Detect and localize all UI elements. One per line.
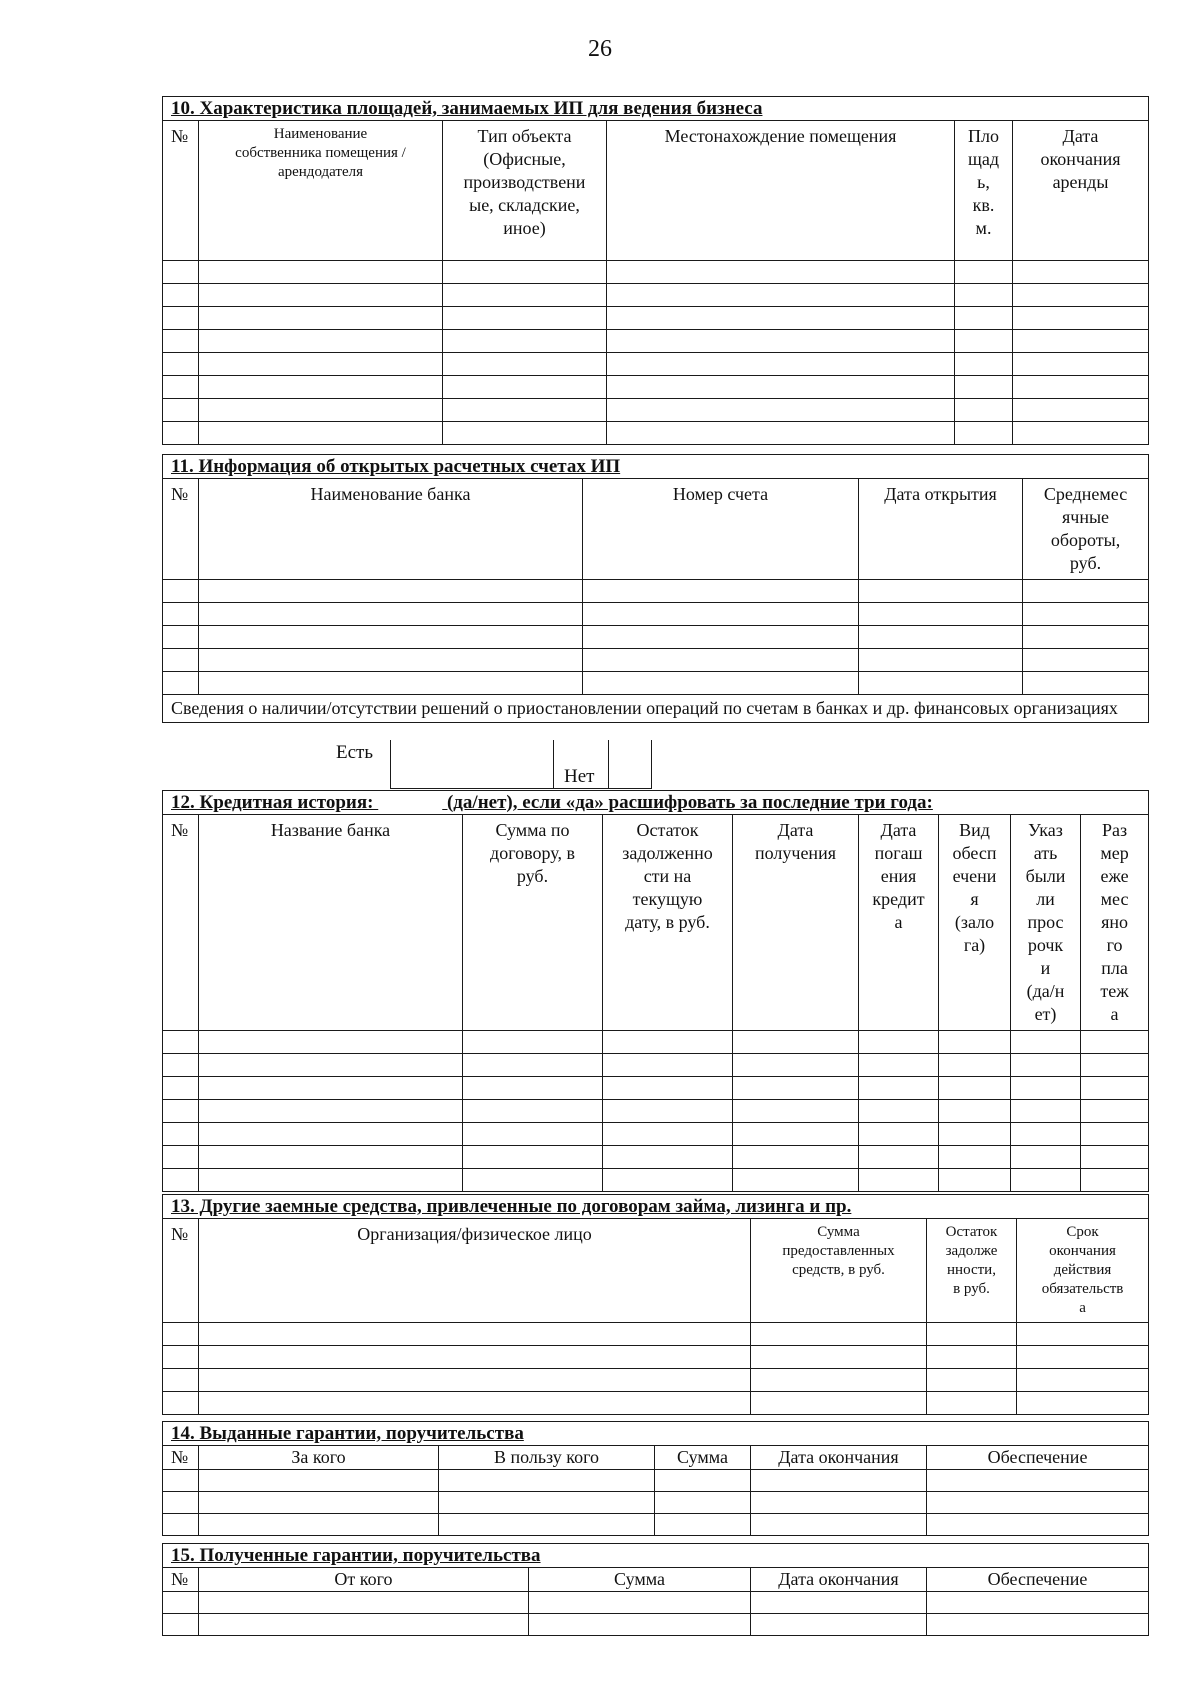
- form-cell[interactable]: [1081, 1169, 1149, 1192]
- form-cell[interactable]: [443, 399, 607, 422]
- form-cell[interactable]: [199, 1592, 529, 1614]
- form-cell[interactable]: [463, 1100, 603, 1123]
- form-cell[interactable]: [955, 261, 1013, 284]
- form-cell[interactable]: [529, 1592, 751, 1614]
- col-header: №: [163, 1219, 199, 1323]
- col-header: За кого: [199, 1446, 439, 1470]
- form-cell[interactable]: [751, 1470, 927, 1492]
- extra-box: [608, 740, 652, 789]
- form-cell[interactable]: [1013, 376, 1149, 399]
- table-row: [163, 330, 1149, 353]
- form-cell[interactable]: [859, 649, 1023, 672]
- form-cell[interactable]: [163, 1592, 199, 1614]
- form-cell[interactable]: [199, 1077, 463, 1100]
- form-cell[interactable]: [583, 580, 859, 603]
- form-cell[interactable]: [607, 353, 955, 376]
- form-cell[interactable]: [603, 1100, 733, 1123]
- form-cell[interactable]: [163, 1470, 199, 1492]
- form-cell[interactable]: [1011, 1054, 1081, 1077]
- col-header: Среднемес ячные обороты, руб.: [1023, 479, 1149, 580]
- section-title: 11. Информация об открытых расчетных счетах ИП: [163, 455, 1149, 479]
- form-cell[interactable]: [1013, 353, 1149, 376]
- form-cell[interactable]: [859, 1100, 939, 1123]
- form-cell[interactable]: [733, 1146, 859, 1169]
- table-row: [163, 353, 1149, 376]
- no-label: Нет: [564, 766, 595, 787]
- form-cell[interactable]: [751, 1392, 927, 1415]
- form-cell[interactable]: [859, 1054, 939, 1077]
- form-cell[interactable]: [439, 1514, 655, 1536]
- form-cell[interactable]: [163, 1123, 199, 1146]
- form-cell[interactable]: [607, 399, 955, 422]
- form-cell[interactable]: [607, 261, 955, 284]
- col-header: Сумма по договору, в руб.: [463, 815, 603, 1031]
- table-row: [163, 307, 1149, 330]
- section-12-credit-history: [162, 790, 1148, 1192]
- form-cell[interactable]: [163, 1100, 199, 1123]
- form-cell[interactable]: [199, 376, 443, 399]
- form-cell[interactable]: [603, 1169, 733, 1192]
- form-cell[interactable]: [163, 1346, 199, 1369]
- section-title-main: 12. Кредитная история:: [171, 792, 374, 813]
- form-cell[interactable]: [443, 330, 607, 353]
- form-cell[interactable]: [199, 422, 443, 445]
- col-header: Сумма предоставленных средств, в руб.: [751, 1219, 927, 1323]
- form-cell[interactable]: [199, 1346, 751, 1369]
- table-row: [163, 1514, 1149, 1536]
- form-cell[interactable]: [607, 376, 955, 399]
- form-cell[interactable]: [199, 580, 583, 603]
- form-cell[interactable]: [859, 1146, 939, 1169]
- table-row: [163, 1054, 1149, 1077]
- form-cell[interactable]: [163, 1492, 199, 1514]
- table-row: [163, 672, 1149, 695]
- table-row: [163, 284, 1149, 307]
- col-header: Наименование банка: [199, 479, 583, 580]
- form-cell[interactable]: [163, 1392, 199, 1415]
- form-cell[interactable]: [199, 1169, 463, 1192]
- form-cell[interactable]: [463, 1146, 603, 1169]
- form-cell[interactable]: [583, 649, 859, 672]
- form-cell[interactable]: [859, 1169, 939, 1192]
- form-cell[interactable]: [859, 603, 1023, 626]
- form-cell[interactable]: [655, 1492, 751, 1514]
- form-cell[interactable]: [927, 1614, 1149, 1636]
- form-cell[interactable]: [955, 422, 1013, 445]
- table-row: [163, 1392, 1149, 1415]
- table-row: [163, 603, 1149, 626]
- form-cell[interactable]: [733, 1123, 859, 1146]
- form-cell[interactable]: [955, 376, 1013, 399]
- section-title-rest: (да/нет), если «да» расшифровать за последние три года:: [446, 792, 933, 813]
- form-cell[interactable]: [607, 330, 955, 353]
- form-cell[interactable]: [927, 1392, 1017, 1415]
- form-cell[interactable]: [939, 1054, 1011, 1077]
- form-cell[interactable]: [199, 284, 443, 307]
- table-row: [163, 1169, 1149, 1192]
- form-cell[interactable]: [1011, 1100, 1081, 1123]
- col-header: Остаток задолже нности, в руб.: [927, 1219, 1017, 1323]
- form-cell[interactable]: [199, 1369, 751, 1392]
- form-cell[interactable]: [163, 284, 199, 307]
- form-cell[interactable]: [955, 399, 1013, 422]
- form-cell[interactable]: [163, 376, 199, 399]
- form-cell[interactable]: [163, 626, 199, 649]
- col-header: Дата окончания аренды: [1013, 121, 1149, 261]
- form-cell[interactable]: [163, 1614, 199, 1636]
- form-cell[interactable]: [1081, 1146, 1149, 1169]
- col-header: Раз мер еже мес яно го пла теж а: [1081, 815, 1149, 1031]
- form-cell[interactable]: [163, 422, 199, 445]
- col-header: Сумма: [529, 1568, 751, 1592]
- form-cell[interactable]: [163, 307, 199, 330]
- form-cell[interactable]: [859, 580, 1023, 603]
- form-cell[interactable]: [443, 376, 607, 399]
- suspension-note: Сведения о наличии/отсутствии решений о приостановлении операций по счетам в банках и др. финансовых организациях: [163, 695, 1149, 723]
- form-cell[interactable]: [463, 1031, 603, 1054]
- col-header: Наименование собственника помещения / арендодателя: [199, 121, 443, 261]
- col-header: Организация/физическое лицо: [199, 1219, 751, 1323]
- table-row: [163, 1031, 1149, 1054]
- form-cell[interactable]: [583, 672, 859, 695]
- table-row: [163, 1592, 1149, 1614]
- col-header: Название банка: [199, 815, 463, 1031]
- form-cell[interactable]: [603, 1123, 733, 1146]
- form-cell[interactable]: [955, 353, 1013, 376]
- form-cell[interactable]: [955, 284, 1013, 307]
- form-cell[interactable]: [1017, 1369, 1149, 1392]
- form-cell[interactable]: [655, 1470, 751, 1492]
- col-header: Местонахождение помещения: [607, 121, 955, 261]
- form-cell[interactable]: [463, 1077, 603, 1100]
- form-cell[interactable]: [927, 1592, 1149, 1614]
- form-cell[interactable]: [607, 284, 955, 307]
- col-header: Тип объекта (Офисные, производствени ые, складские, иное): [443, 121, 607, 261]
- col-header: Номер счета: [583, 479, 859, 580]
- form-cell[interactable]: [939, 1123, 1011, 1146]
- col-header: №: [163, 479, 199, 580]
- form-cell[interactable]: [751, 1369, 927, 1392]
- form-cell[interactable]: [163, 261, 199, 284]
- form-cell[interactable]: [163, 649, 199, 672]
- col-header: Обеспечение: [927, 1568, 1149, 1592]
- form-cell[interactable]: [439, 1492, 655, 1514]
- form-cell[interactable]: [199, 672, 583, 695]
- form-cell[interactable]: [163, 580, 199, 603]
- form-cell[interactable]: [607, 307, 955, 330]
- form-cell[interactable]: [1017, 1392, 1149, 1415]
- form-cell[interactable]: [199, 1100, 463, 1123]
- form-cell[interactable]: [163, 399, 199, 422]
- form-cell[interactable]: [603, 1146, 733, 1169]
- form-cell[interactable]: [603, 1031, 733, 1054]
- col-header: №: [163, 1568, 199, 1592]
- section-10-premises: [162, 96, 1148, 445]
- form-cell[interactable]: [939, 1031, 1011, 1054]
- form-cell[interactable]: [751, 1614, 927, 1636]
- form-cell[interactable]: [443, 284, 607, 307]
- col-header: Остаток задолженно сти на текущую дату, в руб.: [603, 815, 733, 1031]
- table-row: [163, 261, 1149, 284]
- form-cell[interactable]: [199, 1054, 463, 1077]
- form-cell[interactable]: [733, 1054, 859, 1077]
- table-row: [163, 376, 1149, 399]
- col-header: Вид обесп ечени я (зало га): [939, 815, 1011, 1031]
- table-row: [163, 1100, 1149, 1123]
- form-cell[interactable]: [927, 1369, 1017, 1392]
- table-row: [163, 1346, 1149, 1369]
- table-row: [163, 649, 1149, 672]
- form-cell[interactable]: [1023, 649, 1149, 672]
- col-header: №: [163, 1446, 199, 1470]
- form-cell[interactable]: [199, 261, 443, 284]
- form-cell[interactable]: [199, 1614, 529, 1636]
- table-row: [163, 580, 1149, 603]
- form-cell[interactable]: [199, 330, 443, 353]
- form-cell[interactable]: [939, 1100, 1011, 1123]
- form-cell[interactable]: [1011, 1031, 1081, 1054]
- col-header: Дата погаш ения кредит а: [859, 815, 939, 1031]
- form-cell[interactable]: [163, 603, 199, 626]
- form-cell[interactable]: [859, 1077, 939, 1100]
- form-cell[interactable]: [1081, 1077, 1149, 1100]
- form-cell[interactable]: [1011, 1169, 1081, 1192]
- form-cell[interactable]: [199, 1492, 439, 1514]
- section-title: 13. Другие заемные средства, привлеченные по договорам займа, лизинга и пр.: [163, 1195, 1149, 1219]
- table-row: [163, 1492, 1149, 1514]
- form-cell[interactable]: [439, 1470, 655, 1492]
- table-row: [163, 399, 1149, 422]
- form-cell[interactable]: [163, 1323, 199, 1346]
- received-guarantees-table: [162, 1543, 1149, 1636]
- col-header: Обеспечение: [927, 1446, 1149, 1470]
- table-row: [163, 1369, 1149, 1392]
- form-cell[interactable]: [583, 603, 859, 626]
- form-cell[interactable]: [955, 307, 1013, 330]
- form-cell[interactable]: [1081, 1031, 1149, 1054]
- form-cell[interactable]: [655, 1514, 751, 1536]
- form-cell[interactable]: [1081, 1054, 1149, 1077]
- form-cell[interactable]: [1081, 1100, 1149, 1123]
- form-cell[interactable]: [463, 1169, 603, 1192]
- form-cell[interactable]: [859, 1123, 939, 1146]
- col-header: №: [163, 815, 199, 1031]
- form-cell[interactable]: [927, 1346, 1017, 1369]
- form-cell[interactable]: [163, 1169, 199, 1192]
- credit-history-table: [162, 790, 1149, 1192]
- form-cell[interactable]: [1013, 284, 1149, 307]
- col-header: Пло щад ь, кв. м.: [955, 121, 1013, 261]
- table-row: [163, 626, 1149, 649]
- form-cell[interactable]: [1017, 1346, 1149, 1369]
- form-cell[interactable]: [199, 1514, 439, 1536]
- form-cell[interactable]: [939, 1146, 1011, 1169]
- form-cell[interactable]: [163, 672, 199, 695]
- form-cell[interactable]: [1081, 1123, 1149, 1146]
- section-13-other-loans: [162, 1194, 1148, 1415]
- form-cell[interactable]: [1011, 1077, 1081, 1100]
- form-cell[interactable]: [1011, 1123, 1081, 1146]
- section-14-issued-guarantees: [162, 1421, 1148, 1536]
- form-cell[interactable]: [939, 1077, 1011, 1100]
- section-title: 10. Характеристика площадей, занимаемых ИП для ведения бизнеса: [163, 97, 1149, 121]
- form-cell[interactable]: [751, 1514, 927, 1536]
- form-cell[interactable]: [443, 422, 607, 445]
- form-cell[interactable]: [199, 307, 443, 330]
- section-title: 15. Полученные гарантии, поручительства: [163, 1544, 1149, 1568]
- form-cell[interactable]: [607, 422, 955, 445]
- form-cell[interactable]: [199, 649, 583, 672]
- table-row: [163, 1077, 1149, 1100]
- form-cell[interactable]: [1023, 626, 1149, 649]
- form-cell[interactable]: [163, 330, 199, 353]
- form-cell[interactable]: [529, 1614, 751, 1636]
- form-cell[interactable]: [927, 1514, 1149, 1536]
- form-cell[interactable]: [751, 1323, 927, 1346]
- form-cell[interactable]: [199, 353, 443, 376]
- form-cell[interactable]: [603, 1077, 733, 1100]
- form-cell[interactable]: [463, 1123, 603, 1146]
- yes-label: Есть: [336, 742, 374, 763]
- form-cell[interactable]: [199, 1323, 751, 1346]
- form-cell[interactable]: [733, 1031, 859, 1054]
- form-cell[interactable]: [163, 1146, 199, 1169]
- table-row: [163, 1323, 1149, 1346]
- form-cell[interactable]: [163, 1514, 199, 1536]
- form-cell[interactable]: [1013, 422, 1149, 445]
- table-row: [163, 422, 1149, 445]
- col-header: Дата получения: [733, 815, 859, 1031]
- form-cell[interactable]: [1011, 1146, 1081, 1169]
- form-cell[interactable]: [443, 353, 607, 376]
- form-cell[interactable]: [199, 399, 443, 422]
- form-cell[interactable]: [927, 1470, 1149, 1492]
- col-header: В пользу кого: [439, 1446, 655, 1470]
- form-cell[interactable]: [603, 1054, 733, 1077]
- form-cell[interactable]: [733, 1100, 859, 1123]
- form-cell[interactable]: [163, 1054, 199, 1077]
- form-cell[interactable]: [1017, 1323, 1149, 1346]
- other-loans-table: [162, 1194, 1149, 1415]
- form-cell[interactable]: [199, 1123, 463, 1146]
- section-title: [163, 791, 1149, 815]
- section-11-accounts: [162, 454, 1148, 723]
- form-cell[interactable]: [199, 1146, 463, 1169]
- table-row: [163, 1614, 1149, 1636]
- form-cell[interactable]: [751, 1346, 927, 1369]
- col-header: Дата окончания: [751, 1446, 927, 1470]
- form-cell[interactable]: [583, 626, 859, 649]
- form-cell[interactable]: [1023, 603, 1149, 626]
- form-cell[interactable]: [939, 1169, 1011, 1192]
- form-cell[interactable]: [927, 1492, 1149, 1514]
- col-header: От кого: [199, 1568, 529, 1592]
- form-cell[interactable]: [751, 1492, 927, 1514]
- yes-box[interactable]: [390, 740, 554, 789]
- form-cell[interactable]: [199, 1031, 463, 1054]
- form-cell[interactable]: [733, 1169, 859, 1192]
- form-cell[interactable]: [443, 307, 607, 330]
- issued-guarantees-table: [162, 1421, 1149, 1536]
- form-cell[interactable]: [859, 672, 1023, 695]
- col-header: Указ ать были ли прос рочк и (да/н ет): [1011, 815, 1081, 1031]
- form-cell[interactable]: [463, 1054, 603, 1077]
- form-cell[interactable]: [1013, 261, 1149, 284]
- form-cell[interactable]: [199, 626, 583, 649]
- form-cell[interactable]: [1013, 330, 1149, 353]
- table-row: [163, 1123, 1149, 1146]
- form-cell[interactable]: [1023, 580, 1149, 603]
- form-cell[interactable]: [163, 1031, 199, 1054]
- col-header: Срок окончания действия обязательств а: [1017, 1219, 1149, 1323]
- form-cell[interactable]: [199, 603, 583, 626]
- form-cell[interactable]: [199, 1392, 751, 1415]
- col-header: Дата открытия: [859, 479, 1023, 580]
- col-header: Дата окончания: [751, 1568, 927, 1592]
- form-cell[interactable]: [1013, 399, 1149, 422]
- form-cell[interactable]: [859, 1031, 939, 1054]
- form-cell[interactable]: [163, 1369, 199, 1392]
- premises-table: [162, 96, 1149, 445]
- form-cell[interactable]: [1023, 672, 1149, 695]
- section-15-received-guarantees: [162, 1543, 1148, 1636]
- form-cell[interactable]: [751, 1592, 927, 1614]
- table-row: [163, 1146, 1149, 1169]
- form-cell[interactable]: [955, 330, 1013, 353]
- section-title: 14. Выданные гарантии, поручительства: [163, 1422, 1149, 1446]
- form-cell[interactable]: [1013, 307, 1149, 330]
- accounts-table: [162, 454, 1149, 723]
- form-cell[interactable]: [859, 626, 1023, 649]
- col-header: №: [163, 121, 199, 261]
- col-header: Сумма: [655, 1446, 751, 1470]
- page-number: 26: [588, 36, 612, 62]
- form-cell[interactable]: [163, 1077, 199, 1100]
- form-cell[interactable]: [927, 1323, 1017, 1346]
- form-cell[interactable]: [733, 1077, 859, 1100]
- form-cell[interactable]: [163, 353, 199, 376]
- form-cell[interactable]: [199, 1470, 439, 1492]
- form-cell[interactable]: [443, 261, 607, 284]
- table-row: [163, 1470, 1149, 1492]
